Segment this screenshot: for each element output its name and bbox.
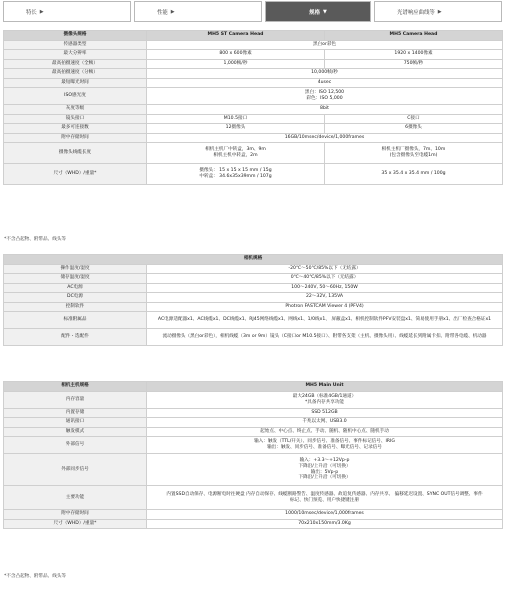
table-row	[4, 510, 503, 520]
row-label: 最高拍摄速度（全帧）	[4, 59, 147, 69]
tab-spectral-response[interactable]	[374, 1, 502, 22]
value-line: (包含摄像头至电缆1m)	[389, 153, 438, 158]
chevron-right-icon: ▶	[170, 8, 175, 15]
row-value: 6摄像头	[325, 124, 503, 134]
column-header: MH5 Camera Head	[325, 31, 503, 41]
table-row	[4, 164, 503, 185]
row-label: 灰度等级	[4, 105, 147, 115]
table-row	[4, 408, 503, 418]
row-value: 1,000帧/秒	[147, 59, 325, 69]
tab-features-label: 特长	[26, 9, 37, 16]
row-label: 最高拍摄速度（分帧）	[4, 69, 147, 79]
row-value	[147, 88, 503, 105]
row-value: -20℃～50℃/85%以下（无结露）	[147, 264, 503, 274]
value-line: *具备内存共享功能	[304, 399, 345, 405]
row-label: 镜头接口	[4, 114, 147, 124]
row-label: 尺寸（WHD）/重量*	[4, 164, 147, 185]
table-row	[4, 454, 503, 486]
row-label: AC电源	[4, 283, 147, 293]
row-label: 附中存储时间	[4, 510, 147, 520]
table-row	[4, 69, 503, 79]
row-label: 外部信号	[4, 437, 147, 454]
table-header-row	[4, 255, 503, 265]
value-line: 下降沿/上升沿（可切换）	[298, 475, 351, 481]
table-row	[4, 105, 503, 115]
table-row	[4, 437, 503, 454]
row-label: 内存容量	[4, 391, 147, 408]
row-label: 控制软件	[4, 302, 147, 312]
row-value: 起始点、中心点、终止点、手动、随机、随机中心点、随机手动	[147, 427, 503, 437]
row-label: 最短曝光时间	[4, 78, 147, 88]
row-label: 最大分辨率	[4, 50, 147, 60]
table-row	[4, 312, 503, 329]
table-row	[4, 519, 503, 529]
tab-performance-label: 性能	[157, 9, 168, 16]
table-row	[4, 78, 503, 88]
row-label: 最多可连接数	[4, 124, 147, 134]
row-label: 主要功能	[4, 486, 147, 510]
camera-common-spec-table	[3, 254, 503, 346]
row-value: 0℃～40℃/85%以下（无结露）	[147, 274, 503, 284]
row-value	[147, 164, 325, 185]
row-label: 摄像头线缆长度	[4, 143, 147, 164]
row-value: C接口	[325, 114, 503, 124]
chevron-right-icon: ▶	[437, 8, 442, 15]
table-row	[4, 427, 503, 437]
row-label: ISO感光度	[4, 88, 147, 105]
value-line: 输入：+3.3～+12Vp-p	[299, 458, 350, 464]
table-row	[4, 114, 503, 124]
footnote: *不含凸起物、附带品、线头等	[4, 574, 67, 579]
table-row	[4, 50, 503, 60]
tab-spectral-response-label: 光谱响应曲线等	[397, 9, 435, 16]
table-row	[4, 88, 503, 105]
row-label: 储存温度/湿度	[4, 274, 147, 284]
row-value: AC电源适配器x1、AC线缆x1、DC线缆x1、RJ45网络线缆x1、网线x1、1/0线x1、 屏蔽盒x1、相机控制软件PFV安装盘x1、简易使用手册x1、出厂检查合格证x1	[147, 312, 503, 329]
row-value: 4usec	[147, 78, 503, 88]
column-header: MH5 Main Unit	[147, 382, 503, 392]
row-value: 22～32V, 135VA	[147, 293, 503, 303]
spec-tab-bar	[3, 1, 502, 22]
table-header-row	[4, 382, 503, 392]
value-line: 相机主机厂摄像头，7m、10m	[381, 147, 446, 153]
table-header-row	[4, 31, 503, 41]
row-value: 千兆以太网、USB3.0	[147, 418, 503, 428]
table-row	[4, 283, 503, 293]
chevron-right-icon: ▶	[39, 8, 44, 15]
section-title: 相机主机规格	[4, 382, 147, 392]
table-row	[4, 391, 503, 408]
table-row	[4, 418, 503, 428]
row-value: 800 x 600像素	[147, 50, 325, 60]
row-value	[147, 143, 325, 164]
row-value: 12摄像头	[147, 124, 325, 134]
tab-performance[interactable]	[134, 1, 262, 22]
value-line: 彩色：ISO 5,000	[306, 96, 343, 101]
row-value: 1920 x 1400像素	[325, 50, 503, 60]
row-label: 通讯接口	[4, 418, 147, 428]
table-row	[4, 59, 503, 69]
row-label: DC电源	[4, 293, 147, 303]
table-row	[4, 264, 503, 274]
row-label: 触发模式	[4, 427, 147, 437]
row-value: 750帧/秒	[325, 59, 503, 69]
section-title: 摄像头规格	[4, 31, 147, 41]
row-label: 配件・选配件	[4, 329, 147, 346]
value-line: 下降沿/上升沿（可切换）	[298, 463, 351, 469]
value-line: 最大24GB（标准4GB/1通道）	[292, 393, 357, 399]
tab-specifications-label: 规格	[309, 9, 320, 16]
row-value: 100～240V, 50～60Hz, 150W	[147, 283, 503, 293]
value-line: 相机主机中转盒，2m	[213, 153, 258, 158]
row-value: SSD 512GB	[147, 408, 503, 418]
table-row	[4, 302, 503, 312]
row-value: Photron FASTCAM Viewer 4 (PFV4)	[147, 302, 503, 312]
row-label: 传感器类型	[4, 40, 147, 50]
row-value	[147, 454, 503, 486]
table-row	[4, 274, 503, 284]
row-label: 内置存储	[4, 408, 147, 418]
row-label: 外部同步信号	[4, 454, 147, 486]
table-row	[4, 293, 503, 303]
table-row	[4, 133, 503, 143]
column-header: MH5 ST Camera Head	[147, 31, 325, 41]
value-line: 输出：5Vp-p	[310, 469, 339, 475]
value-line: 摄像头： 15 x 15 x 15 mm / 15g	[199, 168, 272, 174]
value-line: 黑白：ISO 12,500	[304, 90, 345, 96]
row-value: M10.5接口	[147, 114, 325, 124]
row-label: 附中存储时间	[4, 133, 147, 143]
row-value: 16GB/10msec/device/1,000frames	[147, 133, 503, 143]
table-row	[4, 143, 503, 164]
tab-specifications[interactable]	[265, 1, 371, 22]
chevron-down-icon: ▼	[322, 8, 327, 15]
row-value: 黑白or彩色	[147, 40, 503, 50]
row-value	[147, 391, 503, 408]
camera-head-spec-table	[3, 30, 503, 185]
row-value	[325, 143, 503, 164]
table-row	[4, 329, 503, 346]
row-label: 标准附属品	[4, 312, 147, 329]
value-line: 中转盒： 34.6x35x39mm / 107g	[199, 174, 272, 179]
table-row	[4, 486, 503, 510]
value-line: 输入：触发（TTL/开关）、同步信号、准备信号、事件标记信号、IRIG	[254, 439, 395, 445]
table-row	[4, 124, 503, 134]
row-value: 1000/10msec/device/1,000frames	[147, 510, 503, 520]
row-value: 内置SSD自动保存、电源断电时往硬盘 内存自动保存、线缆断路警告、温度传感器、故追复传感器、内存共享、 偏移延迟设置、SYNC OUT信号调整、事件标记、快门预览、用户快捷键注册	[147, 486, 503, 510]
table-row	[4, 40, 503, 50]
row-value: 10,000帧/秒	[147, 69, 503, 79]
row-value: 35 x 35.4 x 35.4 mm / 100g	[325, 164, 503, 185]
tab-features[interactable]	[3, 1, 131, 22]
footnote: *不含凸起物、附带品、线头等	[4, 237, 67, 242]
value-line: 输出：触发、同步信号、准备信号、曝光信号、记录信号	[267, 445, 382, 450]
row-value	[147, 437, 503, 454]
row-value: 70x210x150mm/3.0Kg	[147, 519, 503, 529]
section-title: 相机规格	[4, 255, 503, 265]
row-value: 流动摄像头（黑白or彩色），相机线缆（3m or 9m）镜头（C接口or M10.5接口）、附带各支架（主机、摄像头用）、线缆延长到附属卡扣、附带各电缆、机动器	[147, 329, 503, 346]
row-label: 操作温度/湿度	[4, 264, 147, 274]
value-line: 相机主机厂中转盒，3m、9m	[205, 147, 266, 153]
main-unit-spec-table	[3, 381, 503, 529]
row-value: 8bit	[147, 105, 503, 115]
row-label: 尺寸（WHD）/重量*	[4, 519, 147, 529]
